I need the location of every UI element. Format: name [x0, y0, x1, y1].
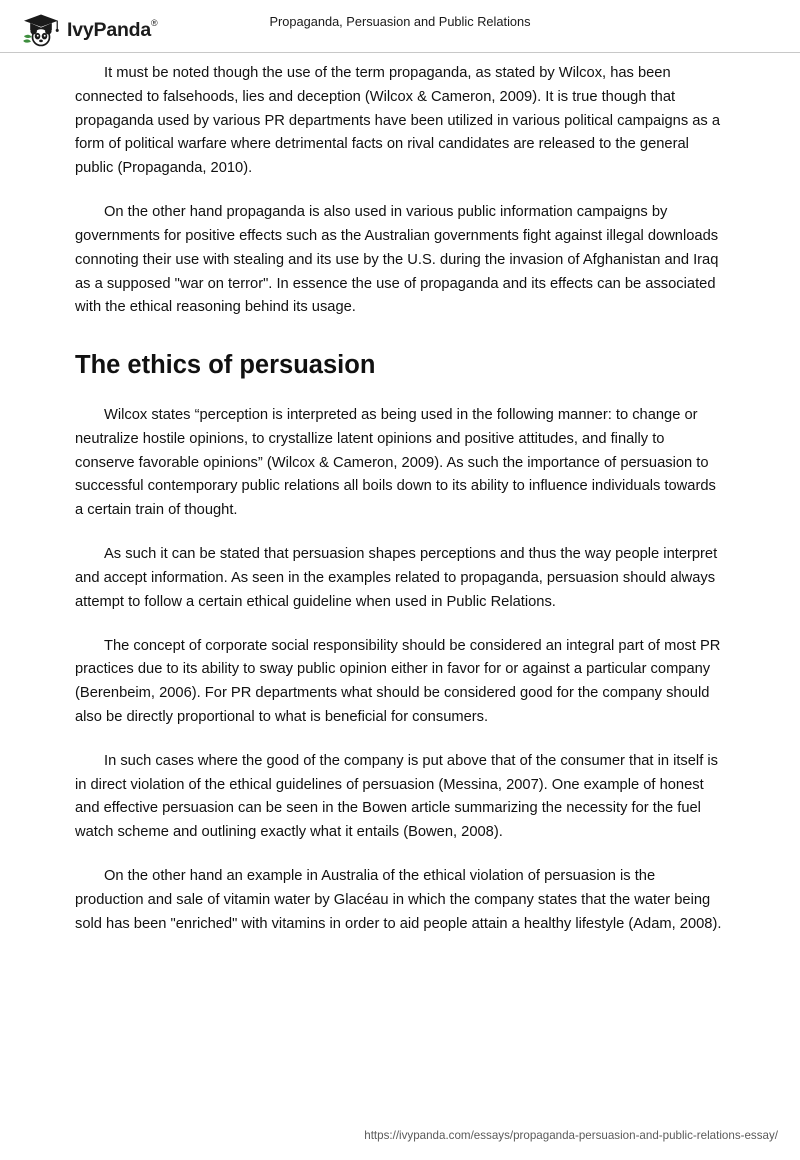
brand-name-text: IvyPanda — [67, 18, 152, 41]
section-heading: The ethics of persuasion — [75, 351, 376, 380]
page-title: Propaganda, Persuasion and Public Relations — [269, 14, 531, 29]
page-header — [0, 0, 800, 52]
paragraph: In such cases where the good of the company is put above that of the consumer that in itself is in direct violation of the ethical guidelines of persuasion (Messina, 2007). One example of honest and effective persuasion can be seen in the Bowen article summarizing the necessity for the fuel watch scheme and outlining exactly what it entails (Bowen, 2008). — [75, 752, 718, 841]
paragraph: As such it can be stated that persuasion shapes perceptions and thus the way people interpret and accept information. As seen in the examples related to propaganda, persuasion should always attempt to follow a certain ethical guideline when used in Public Relations. — [75, 546, 718, 610]
paragraph: Wilcox states “perception is interpreted as being used in the following manner: to change or neutralize hostile opinions, to crystallize latent opinions and positive attitudes, and finally to conserve favorable opinions” (Wilcox & Cameron, 2009). As such the importance of persuasion to successful contemporary public relations all boils down to its ability to influence individuals towards a certain train of thought. — [75, 407, 716, 519]
paragraph: The concept of corporate social responsibility should be considered an integral part of most PR practices due to its ability to sway public opinion either in favor for or against a particular company (Berenbeim, 2006). For PR departments what should be considered good for the company should also be directly proportional to what is beneficial for consumers. — [75, 637, 721, 725]
source-url[interactable]: https://ivypanda.com/essays/propaganda-persuasion-and-public-relations-essay/ — [364, 1129, 778, 1142]
document-body — [75, 62, 725, 956]
paragraph: On the other hand an example in Australia of the ethical violation of persuasion is the production and sale of vitamin water by Glacéau in which the company states that the water being sold has been "enriched" with vitamins in order to aid people attain a healthy lifestyle (Adam, 2008). — [75, 868, 722, 932]
paragraph: It must be noted though the use of the term propaganda, as stated by Wilcox, has been connected to falsehoods, lies and deception (Wilcox & Cameron, 2009). It is true though that propaganda used by various PR departments have been utilized in various political campaigns as a form of political warfare where detrimental facts on rival candidates are released to the general public (Propaganda, 2010). — [75, 65, 721, 177]
brand-registered-mark: ® — [151, 18, 158, 28]
paragraph: On the other hand propaganda is also used in various public information campaigns by governments for positive effects such as the Australian governments fight against illegal downloads connoting their use with stealing and its use by the U.S. during the invasion of Afghanistan and Iraq as a supposed "war on terror". In essence the use of propaganda and its effects can be associated with the ethical reasoning behind its usage. — [75, 204, 719, 316]
header-divider — [0, 52, 800, 53]
